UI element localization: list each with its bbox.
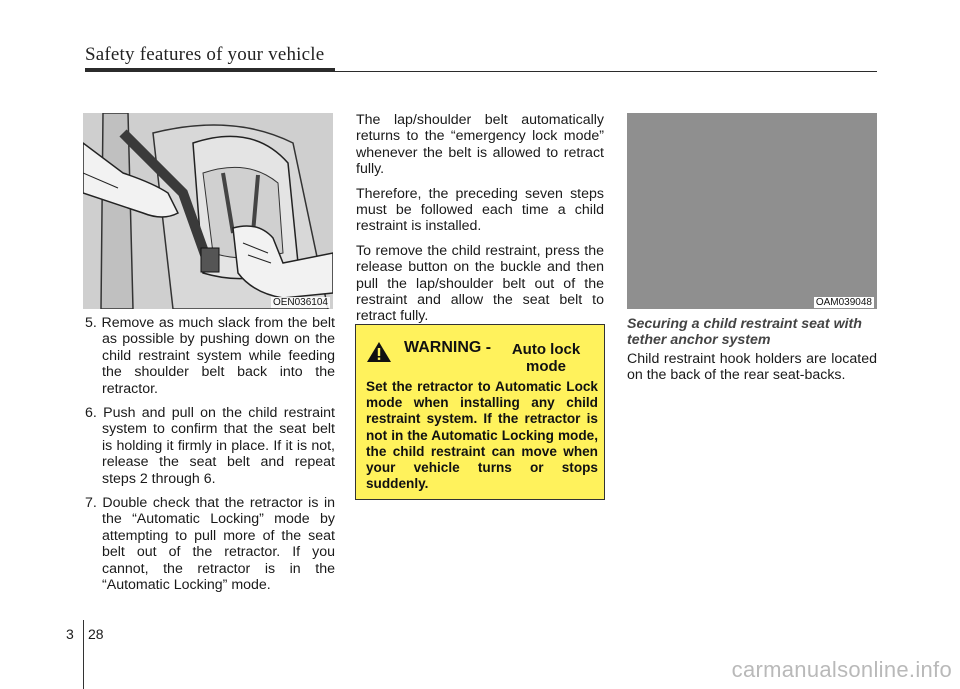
warning-label: WARNING - <box>404 339 492 356</box>
figure-code: OAM039048 <box>815 297 872 308</box>
step-5: 5. Remove as much slack from the belt as possible by pushing down on the child restraint system while feeding the shoulder belt back into the retractor. <box>85 315 335 397</box>
step-6: 6. Push and pull on the child restraint system to confirm that the seat belt is holding it firmly in place. If it is not, release the seat belt and repeat steps 2 through 6. <box>85 405 335 487</box>
steps-column <box>85 315 335 602</box>
header-rule-thin <box>85 71 877 72</box>
watermark: carmanualsonline.info <box>731 657 952 682</box>
warning-triangle-icon <box>366 341 392 368</box>
child-seat-installation-figure <box>83 113 333 309</box>
section-subheading: Securing a child restraint seat with tether anchor system <box>627 316 862 348</box>
footer-rule <box>83 620 84 689</box>
chapter-number: 3 <box>66 626 74 642</box>
figure-code: OEN036104 <box>272 297 328 308</box>
tether-anchor-figure <box>627 113 877 309</box>
child-seat-illustration <box>83 113 333 309</box>
warning-title: Auto lock mode <box>511 341 581 375</box>
warning-box <box>355 324 605 500</box>
tether-column <box>627 316 877 392</box>
warning-body: Set the retractor to Automatic Lock mode when installing any child restraint system. If the retractor is not in the Automatic Locking mode, the child restraint can move when your vehicle turns or stops suddenly. <box>366 379 598 492</box>
page-header-title: Safety features of your vehicle <box>85 44 325 65</box>
explanation-column <box>356 112 604 333</box>
step-7: 7. Double check that the retractor is in the “Automatic Locking” mode by attempting to pull more of the seat belt out of the retractor. If you cannot, the retractor is in the “Automatic Locking” mode. <box>85 495 335 594</box>
paragraph-repeat-steps: Therefore, the preceding seven steps must be followed each time a child restraint is installed. <box>356 185 604 235</box>
page-number: 28 <box>88 626 104 642</box>
paragraph-remove-restraint: To remove the child restraint, press the release button on the buckle and then pull the lap/shoulder belt out of the restraint and allow the seat belt to retract fully. <box>356 242 604 325</box>
paragraph-hook-holders: Child restraint hook holders are located on the back of the rear seat-backs. <box>627 351 877 384</box>
paragraph-emergency-lock: The lap/shoulder belt automatically returns to the “emergency lock mode” whenever the belt is allowed to retract fully. <box>356 112 604 178</box>
